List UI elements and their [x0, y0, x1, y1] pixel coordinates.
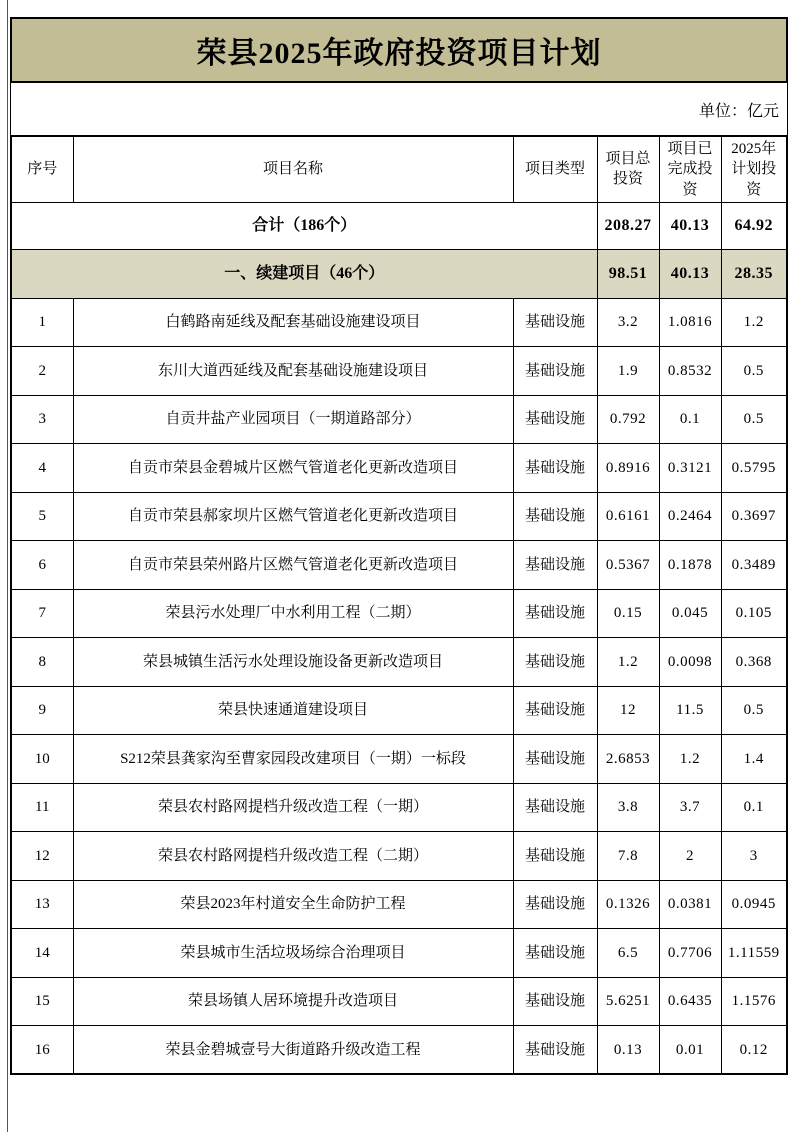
total-investment-cell: 0.13	[597, 1026, 659, 1075]
total-investment-cell: 0.6161	[597, 492, 659, 541]
project-name-cell: 荣县污水处理厂中水利用工程（二期）	[73, 589, 513, 638]
row-number-cell: 16	[11, 1026, 73, 1075]
completed-investment-cell: 1.2	[659, 735, 721, 784]
col-header-completed: 项目已完成投资	[659, 136, 721, 202]
row-number-cell: 3	[11, 395, 73, 444]
total-investment-cell: 1.9	[597, 347, 659, 396]
completed-investment-cell: 11.5	[659, 686, 721, 735]
section-row-planned: 28.35	[721, 249, 787, 298]
completed-investment-cell: 0.7706	[659, 929, 721, 978]
col-header-total: 项目总投资	[597, 136, 659, 202]
total-investment-cell: 0.1326	[597, 880, 659, 929]
row-number-cell: 13	[11, 880, 73, 929]
project-type-cell: 基础设施	[513, 298, 597, 347]
row-number-cell: 4	[11, 444, 73, 493]
project-name-cell: 东川大道西延线及配套基础设施建设项目	[73, 347, 513, 396]
row-number-cell: 5	[11, 492, 73, 541]
table-row	[11, 686, 787, 735]
table-row	[11, 977, 787, 1026]
row-number-cell: 11	[11, 783, 73, 832]
page-edge-line	[7, 0, 8, 1132]
title-banner	[10, 17, 788, 83]
col-header-no: 序号	[11, 136, 73, 202]
project-type-cell: 基础设施	[513, 929, 597, 978]
col-header-name: 项目名称	[73, 136, 513, 202]
completed-investment-cell: 0.0098	[659, 638, 721, 687]
section-row-completed: 40.13	[659, 249, 721, 298]
project-name-cell: 荣县城市生活垃圾场综合治理项目	[73, 929, 513, 978]
project-type-cell: 基础设施	[513, 977, 597, 1026]
total-row-completed: 40.13	[659, 202, 721, 249]
project-type-cell: 基础设施	[513, 444, 597, 493]
project-name-cell: 荣县农村路网提档升级改造工程（二期）	[73, 832, 513, 881]
projects-table	[10, 135, 788, 1075]
project-type-cell: 基础设施	[513, 347, 597, 396]
total-investment-cell: 12	[597, 686, 659, 735]
completed-investment-cell: 3.7	[659, 783, 721, 832]
planned-2025-cell: 0.1	[721, 783, 787, 832]
planned-2025-cell: 1.2	[721, 298, 787, 347]
completed-investment-cell: 1.0816	[659, 298, 721, 347]
project-type-cell: 基础设施	[513, 686, 597, 735]
total-row-planned: 64.92	[721, 202, 787, 249]
completed-investment-cell: 0.2464	[659, 492, 721, 541]
total-investment-cell: 1.2	[597, 638, 659, 687]
row-number-cell: 12	[11, 832, 73, 881]
project-name-cell: 自贡井盐产业园项目（一期道路部分）	[73, 395, 513, 444]
completed-investment-cell: 0.3121	[659, 444, 721, 493]
total-investment-cell: 0.15	[597, 589, 659, 638]
row-number-cell: 7	[11, 589, 73, 638]
table-row	[11, 347, 787, 396]
row-number-cell: 8	[11, 638, 73, 687]
project-type-cell: 基础设施	[513, 880, 597, 929]
planned-2025-cell: 0.3697	[721, 492, 787, 541]
row-number-cell: 9	[11, 686, 73, 735]
table-row	[11, 880, 787, 929]
unit-note-row	[10, 83, 788, 135]
project-type-cell: 基础设施	[513, 395, 597, 444]
completed-investment-cell: 0.8532	[659, 347, 721, 396]
col-header-type: 项目类型	[513, 136, 597, 202]
total-investment-cell: 2.6853	[597, 735, 659, 784]
table-row	[11, 395, 787, 444]
project-name-cell: 自贡市荣县郝家坝片区燃气管道老化更新改造项目	[73, 492, 513, 541]
project-type-cell: 基础设施	[513, 1026, 597, 1075]
project-name-cell: 荣县城镇生活污水处理设施设备更新改造项目	[73, 638, 513, 687]
project-type-cell: 基础设施	[513, 783, 597, 832]
completed-investment-cell: 0.1878	[659, 541, 721, 590]
row-number-cell: 1	[11, 298, 73, 347]
section-row-continuing-projects	[11, 249, 787, 298]
row-number-cell: 10	[11, 735, 73, 784]
completed-investment-cell: 0.01	[659, 1026, 721, 1075]
project-name-cell: 荣县2023年村道安全生命防护工程	[73, 880, 513, 929]
total-investment-cell: 3.2	[597, 298, 659, 347]
table-row	[11, 541, 787, 590]
total-investment-cell: 3.8	[597, 783, 659, 832]
project-name-cell: 荣县场镇人居环境提升改造项目	[73, 977, 513, 1026]
table-row	[11, 589, 787, 638]
table-row	[11, 298, 787, 347]
planned-2025-cell: 0.5	[721, 395, 787, 444]
total-investment-cell: 0.8916	[597, 444, 659, 493]
total-row	[11, 202, 787, 249]
completed-investment-cell: 0.1	[659, 395, 721, 444]
row-number-cell: 6	[11, 541, 73, 590]
unit-note: 单位：亿元	[698, 102, 779, 120]
planned-2025-cell: 3	[721, 832, 787, 881]
table-header-row	[11, 136, 787, 202]
table-row	[11, 929, 787, 978]
total-investment-cell: 6.5	[597, 929, 659, 978]
total-investment-cell: 5.6251	[597, 977, 659, 1026]
completed-investment-cell: 2	[659, 832, 721, 881]
total-row-total: 208.27	[597, 202, 659, 249]
project-type-cell: 基础设施	[513, 735, 597, 784]
table-row	[11, 444, 787, 493]
planned-2025-cell: 0.368	[721, 638, 787, 687]
project-type-cell: 基础设施	[513, 541, 597, 590]
project-name-cell: 自贡市荣县荣州路片区燃气管道老化更新改造项目	[73, 541, 513, 590]
planned-2025-cell: 0.105	[721, 589, 787, 638]
planned-2025-cell: 1.4	[721, 735, 787, 784]
total-investment-cell: 0.792	[597, 395, 659, 444]
planned-2025-cell: 0.5	[721, 347, 787, 396]
project-rows	[11, 202, 787, 1074]
table-row	[11, 1026, 787, 1075]
planned-2025-cell: 1.1576	[721, 977, 787, 1026]
planned-2025-cell: 0.5	[721, 686, 787, 735]
row-number-cell: 2	[11, 347, 73, 396]
row-number-cell: 14	[11, 929, 73, 978]
col-header-planned: 2025年计划投资	[721, 136, 787, 202]
project-name-cell: 白鹤路南延线及配套基础设施建设项目	[73, 298, 513, 347]
section-row-label: 一、续建项目（46个）	[11, 249, 597, 298]
row-number-cell: 15	[11, 977, 73, 1026]
completed-investment-cell: 0.045	[659, 589, 721, 638]
completed-investment-cell: 0.6435	[659, 977, 721, 1026]
total-investment-cell: 0.5367	[597, 541, 659, 590]
project-name-cell: 自贡市荣县金碧城片区燃气管道老化更新改造项目	[73, 444, 513, 493]
table-row	[11, 638, 787, 687]
planned-2025-cell: 0.0945	[721, 880, 787, 929]
completed-investment-cell: 0.0381	[659, 880, 721, 929]
project-type-cell: 基础设施	[513, 638, 597, 687]
planned-2025-cell: 1.11559	[721, 929, 787, 978]
project-name-cell: S212荣县龚家沟至曹家园段改建项目（一期）一标段	[73, 735, 513, 784]
planned-2025-cell: 0.3489	[721, 541, 787, 590]
table-row	[11, 735, 787, 784]
section-row-total: 98.51	[597, 249, 659, 298]
table-row	[11, 832, 787, 881]
total-investment-cell: 7.8	[597, 832, 659, 881]
table-row	[11, 492, 787, 541]
project-name-cell: 荣县快速通道建设项目	[73, 686, 513, 735]
project-name-cell: 荣县农村路网提档升级改造工程（一期）	[73, 783, 513, 832]
table-row	[11, 783, 787, 832]
planned-2025-cell: 0.12	[721, 1026, 787, 1075]
project-type-cell: 基础设施	[513, 589, 597, 638]
page-title: 荣县2025年政府投资项目计划	[196, 37, 602, 70]
planned-2025-cell: 0.5795	[721, 444, 787, 493]
project-type-cell: 基础设施	[513, 832, 597, 881]
project-type-cell: 基础设施	[513, 492, 597, 541]
total-row-label: 合计（186个）	[11, 202, 597, 249]
project-name-cell: 荣县金碧城壹号大街道路升级改造工程	[73, 1026, 513, 1075]
